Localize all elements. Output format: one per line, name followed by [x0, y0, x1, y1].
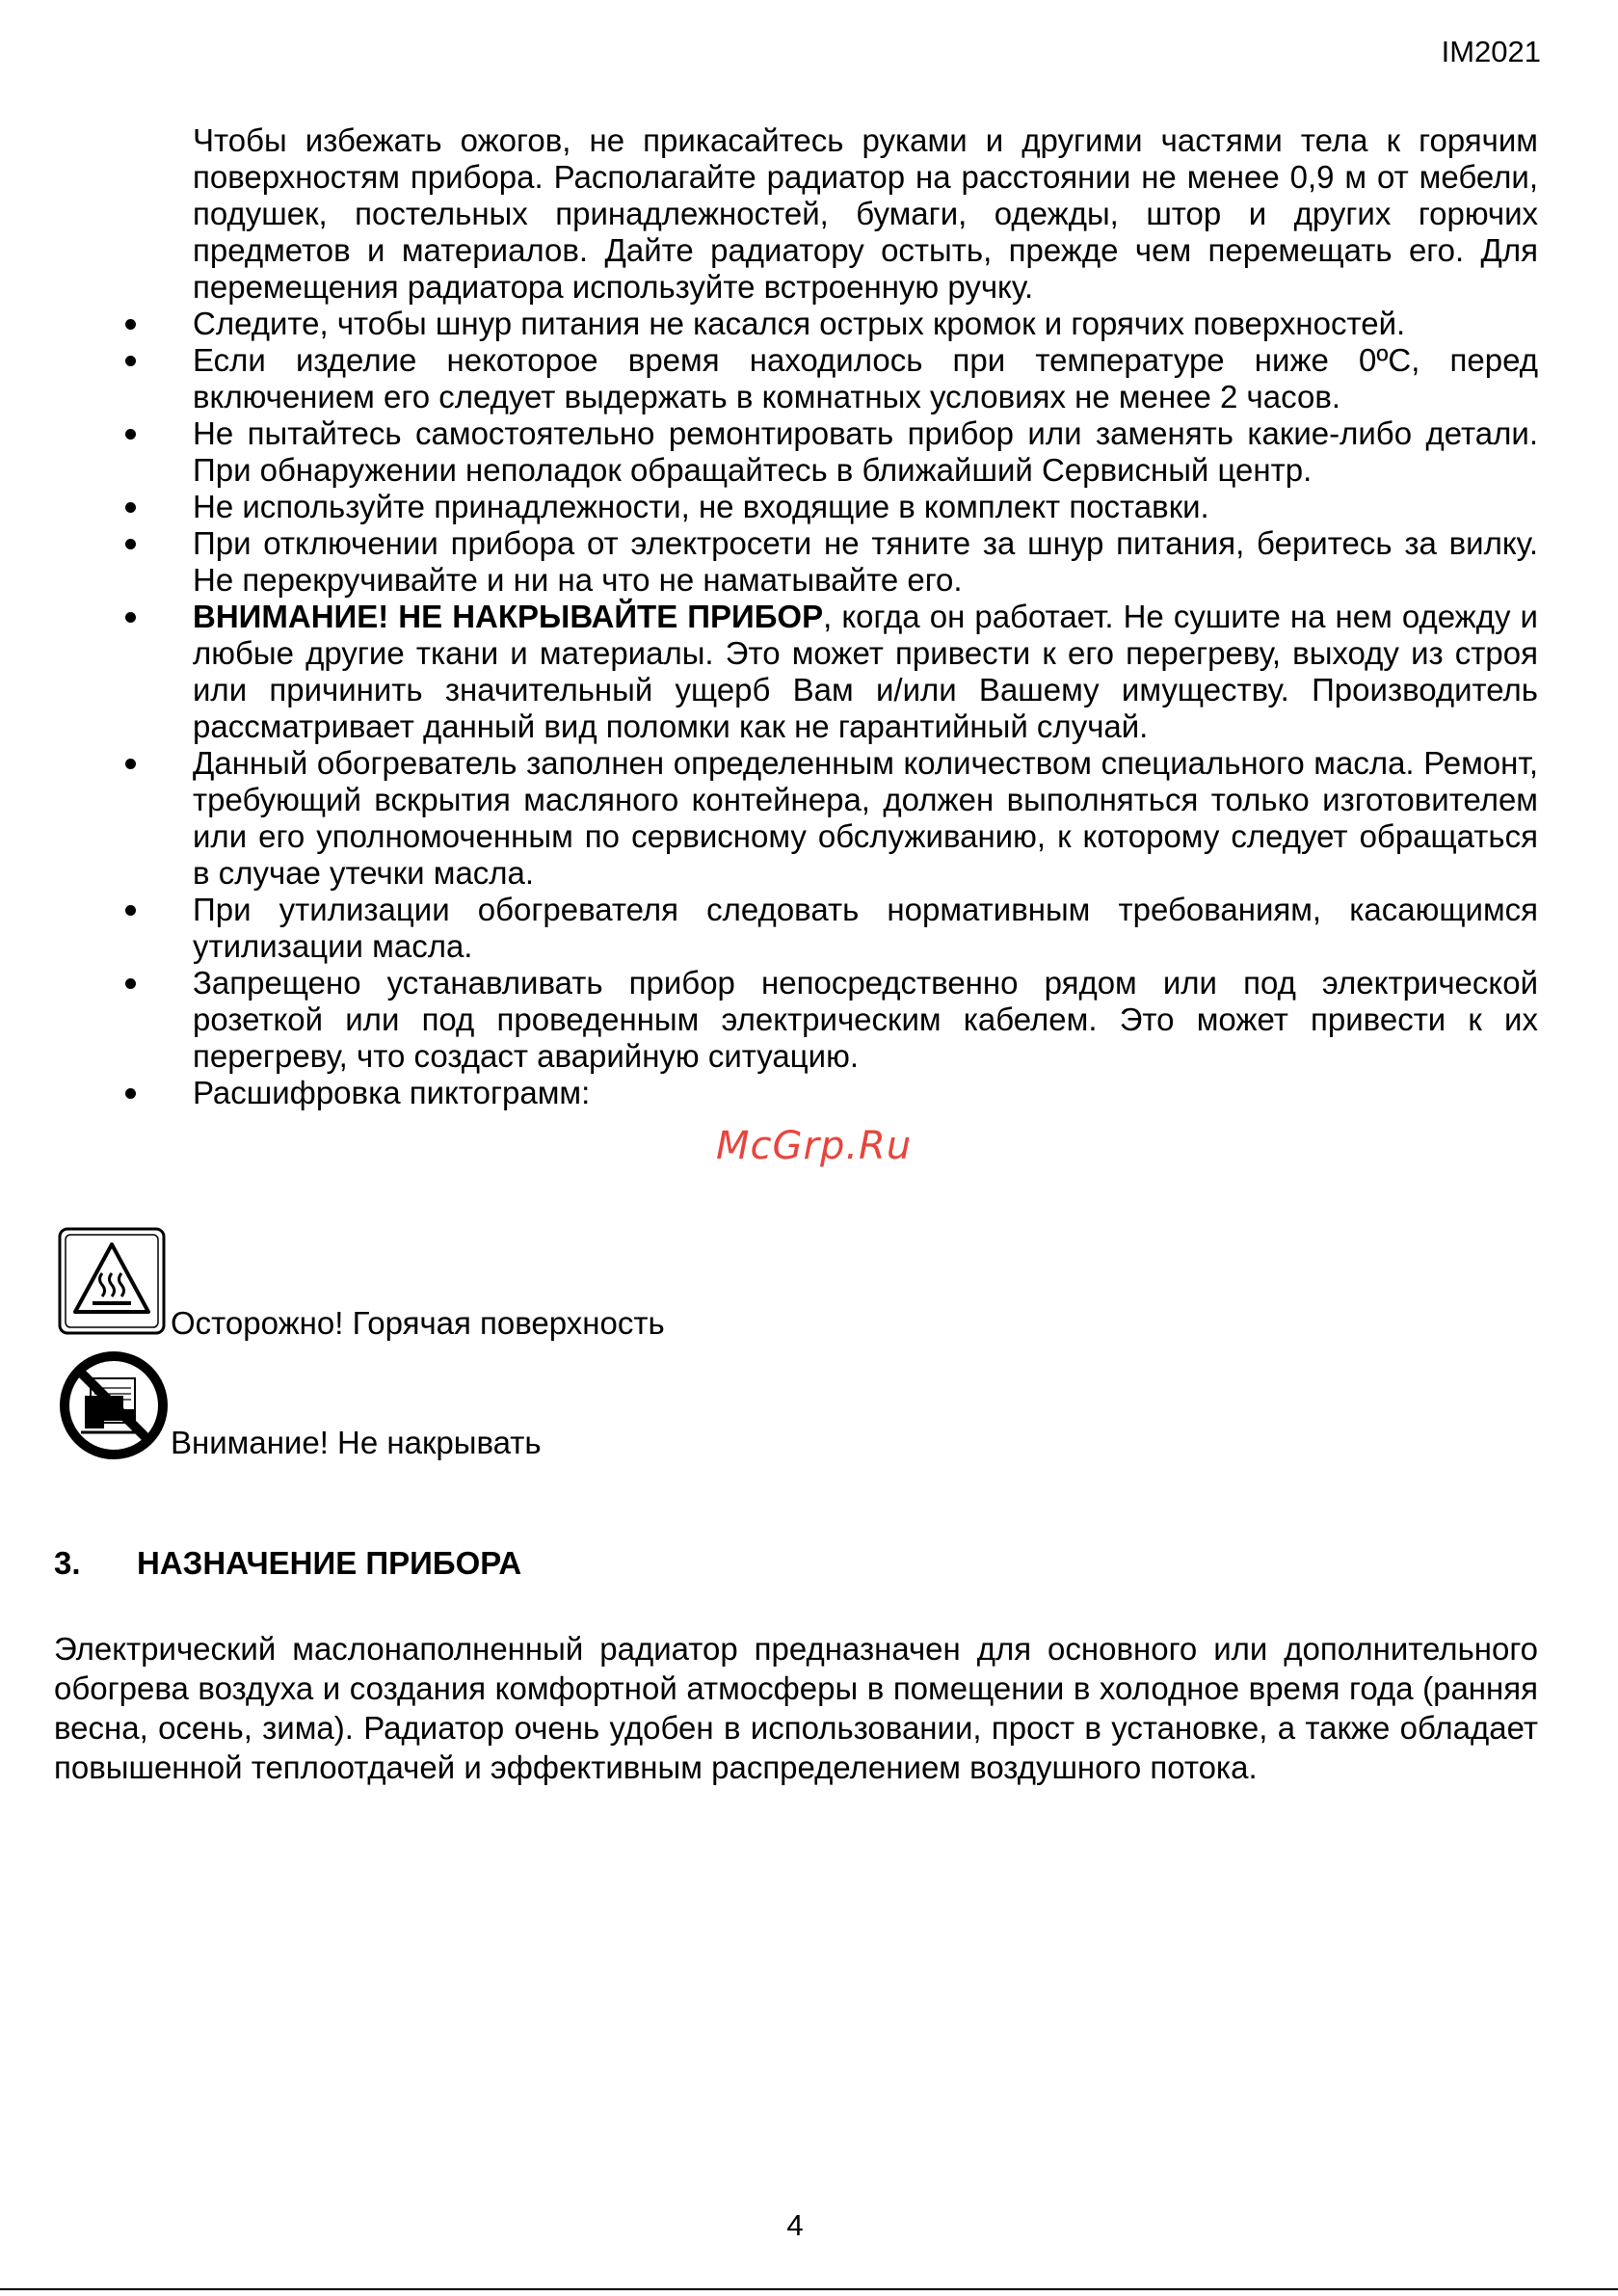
do-not-cover-icon	[58, 1349, 170, 1461]
list-item-text: Не используйте принадлежности, не входящие в комплект поставки.	[193, 489, 1209, 524]
list-item-text: Запрещено устанавливать прибор непосредственно рядом или под электрической розеткой или под проведенным электрическим кабелем. Это может привести к их перегреву, что создаст аварийную ситуацию.	[193, 965, 1538, 1074]
section-body: Электрический маслонаполненный радиатор предназначен для основного или дополнительного обогрева воздуха и создания комфортной атмосферы в помещении в холодное время года (ранняя весна, осень, зима). Радиатор очень удобен в использовании, прост в установке, а также обладает повышенной теплоотдачей и эффективным распределением воздушного потока.	[54, 1631, 1538, 1785]
bullet-icon	[125, 905, 136, 916]
pictogram-do-not-cover	[58, 1349, 732, 1463]
warning-continuation: , когда он работает. Не сушите на нем одежду и любые другие ткани и материалы. Это может привести к его перегреву, выходу из строя или причинить значительный ущерб Вам и/или Вашему имуществу. Производитель рассматривает данный вид поломки как не гарантийный случай.	[193, 599, 1538, 744]
list-item-text: Данный обогреватель заполнен определенным количеством специального масла. Ремонт, требующий вскрытия масляного контейнера, должен выполняться только изготовителем или его уполномоченным по сервисному обслуживанию, к которому следует обращаться в случае утечки масла.	[193, 745, 1538, 891]
bullet-icon	[125, 429, 136, 440]
list-item	[193, 892, 1538, 965]
pictogram-label: Осторожно! Горячая поверхность	[171, 1305, 665, 1341]
bullet-icon	[125, 502, 136, 513]
hot-surface-warning-icon	[58, 1227, 166, 1335]
list-item	[193, 342, 1538, 415]
bullet-icon	[125, 319, 136, 330]
bullet-icon	[125, 356, 136, 366]
list-item	[193, 965, 1538, 1075]
bullet-icon	[125, 539, 136, 549]
bullet-icon	[125, 1088, 136, 1099]
list-item	[193, 306, 1538, 342]
bullet-icon	[125, 759, 136, 769]
section-title: НАЗНАЧЕНИЕ ПРИБОРА	[137, 1545, 522, 1581]
list-item-text	[193, 599, 1538, 745]
list-item	[193, 525, 1538, 599]
bullet-icon	[125, 978, 136, 989]
page-bottom-rule	[0, 2288, 1618, 2290]
list-item-text: При утилизации обогревателя следовать нормативным требованиям, касающимся утилизации масла.	[193, 892, 1538, 964]
pictogram-hot-surface	[58, 1227, 732, 1341]
page-number: 4	[786, 2208, 804, 2242]
bullet-icon	[125, 612, 136, 623]
intro-paragraph: Чтобы избежать ожогов, не прикасайтесь руками и другими частями тела к горячим поверхностям прибора. Располагайте радиатор на расстоянии не менее 0,9 м от мебели, подушек, постельных принадлежностей, бумаги, одежды, штор и других горючих предметов и материалов. Дайте радиатору остыть, прежде чем перемещать его. Для перемещения радиатора используйте встроенную ручку.	[193, 122, 1538, 305]
document-code: IM2021	[1441, 35, 1541, 68]
list-item	[193, 745, 1538, 892]
section-heading	[54, 1545, 921, 1582]
list-item-text: Следите, чтобы шнур питания не касался острых кромок и горячих поверхностей.	[193, 306, 1406, 341]
pictogram-label: Внимание! Не накрывать	[171, 1425, 542, 1460]
warning-emphasis: ВНИМАНИЕ! НЕ НАКРЫВАЙТЕ ПРИБОР	[193, 599, 824, 634]
safety-instructions-list	[0, 306, 1618, 1111]
list-item	[193, 489, 1538, 525]
list-item	[193, 1075, 1538, 1111]
list-item-text: Не пытайтесь самостоятельно ремонтировать прибор или заменять какие-либо детали. При обнаружении неполадок обращайтесь в ближайший Сервисный центр.	[193, 415, 1538, 488]
list-item-text: Если изделие некоторое время находилось при температуре ниже 0ºС, перед включением его следует выдержать в комнатных условиях не менее 2 часов.	[193, 342, 1538, 414]
list-item-text: При отключении прибора от электросети не тяните за шнур питания, беритесь за вилку. Не перекручивайте и ни на что не наматывайте его.	[193, 525, 1538, 598]
list-item-text: Расшифровка пиктограмм:	[193, 1075, 591, 1110]
watermark: McGrp.Ru	[716, 1124, 913, 1168]
list-item	[193, 599, 1538, 745]
section-number: 3.	[54, 1545, 81, 1581]
list-item	[193, 415, 1538, 489]
